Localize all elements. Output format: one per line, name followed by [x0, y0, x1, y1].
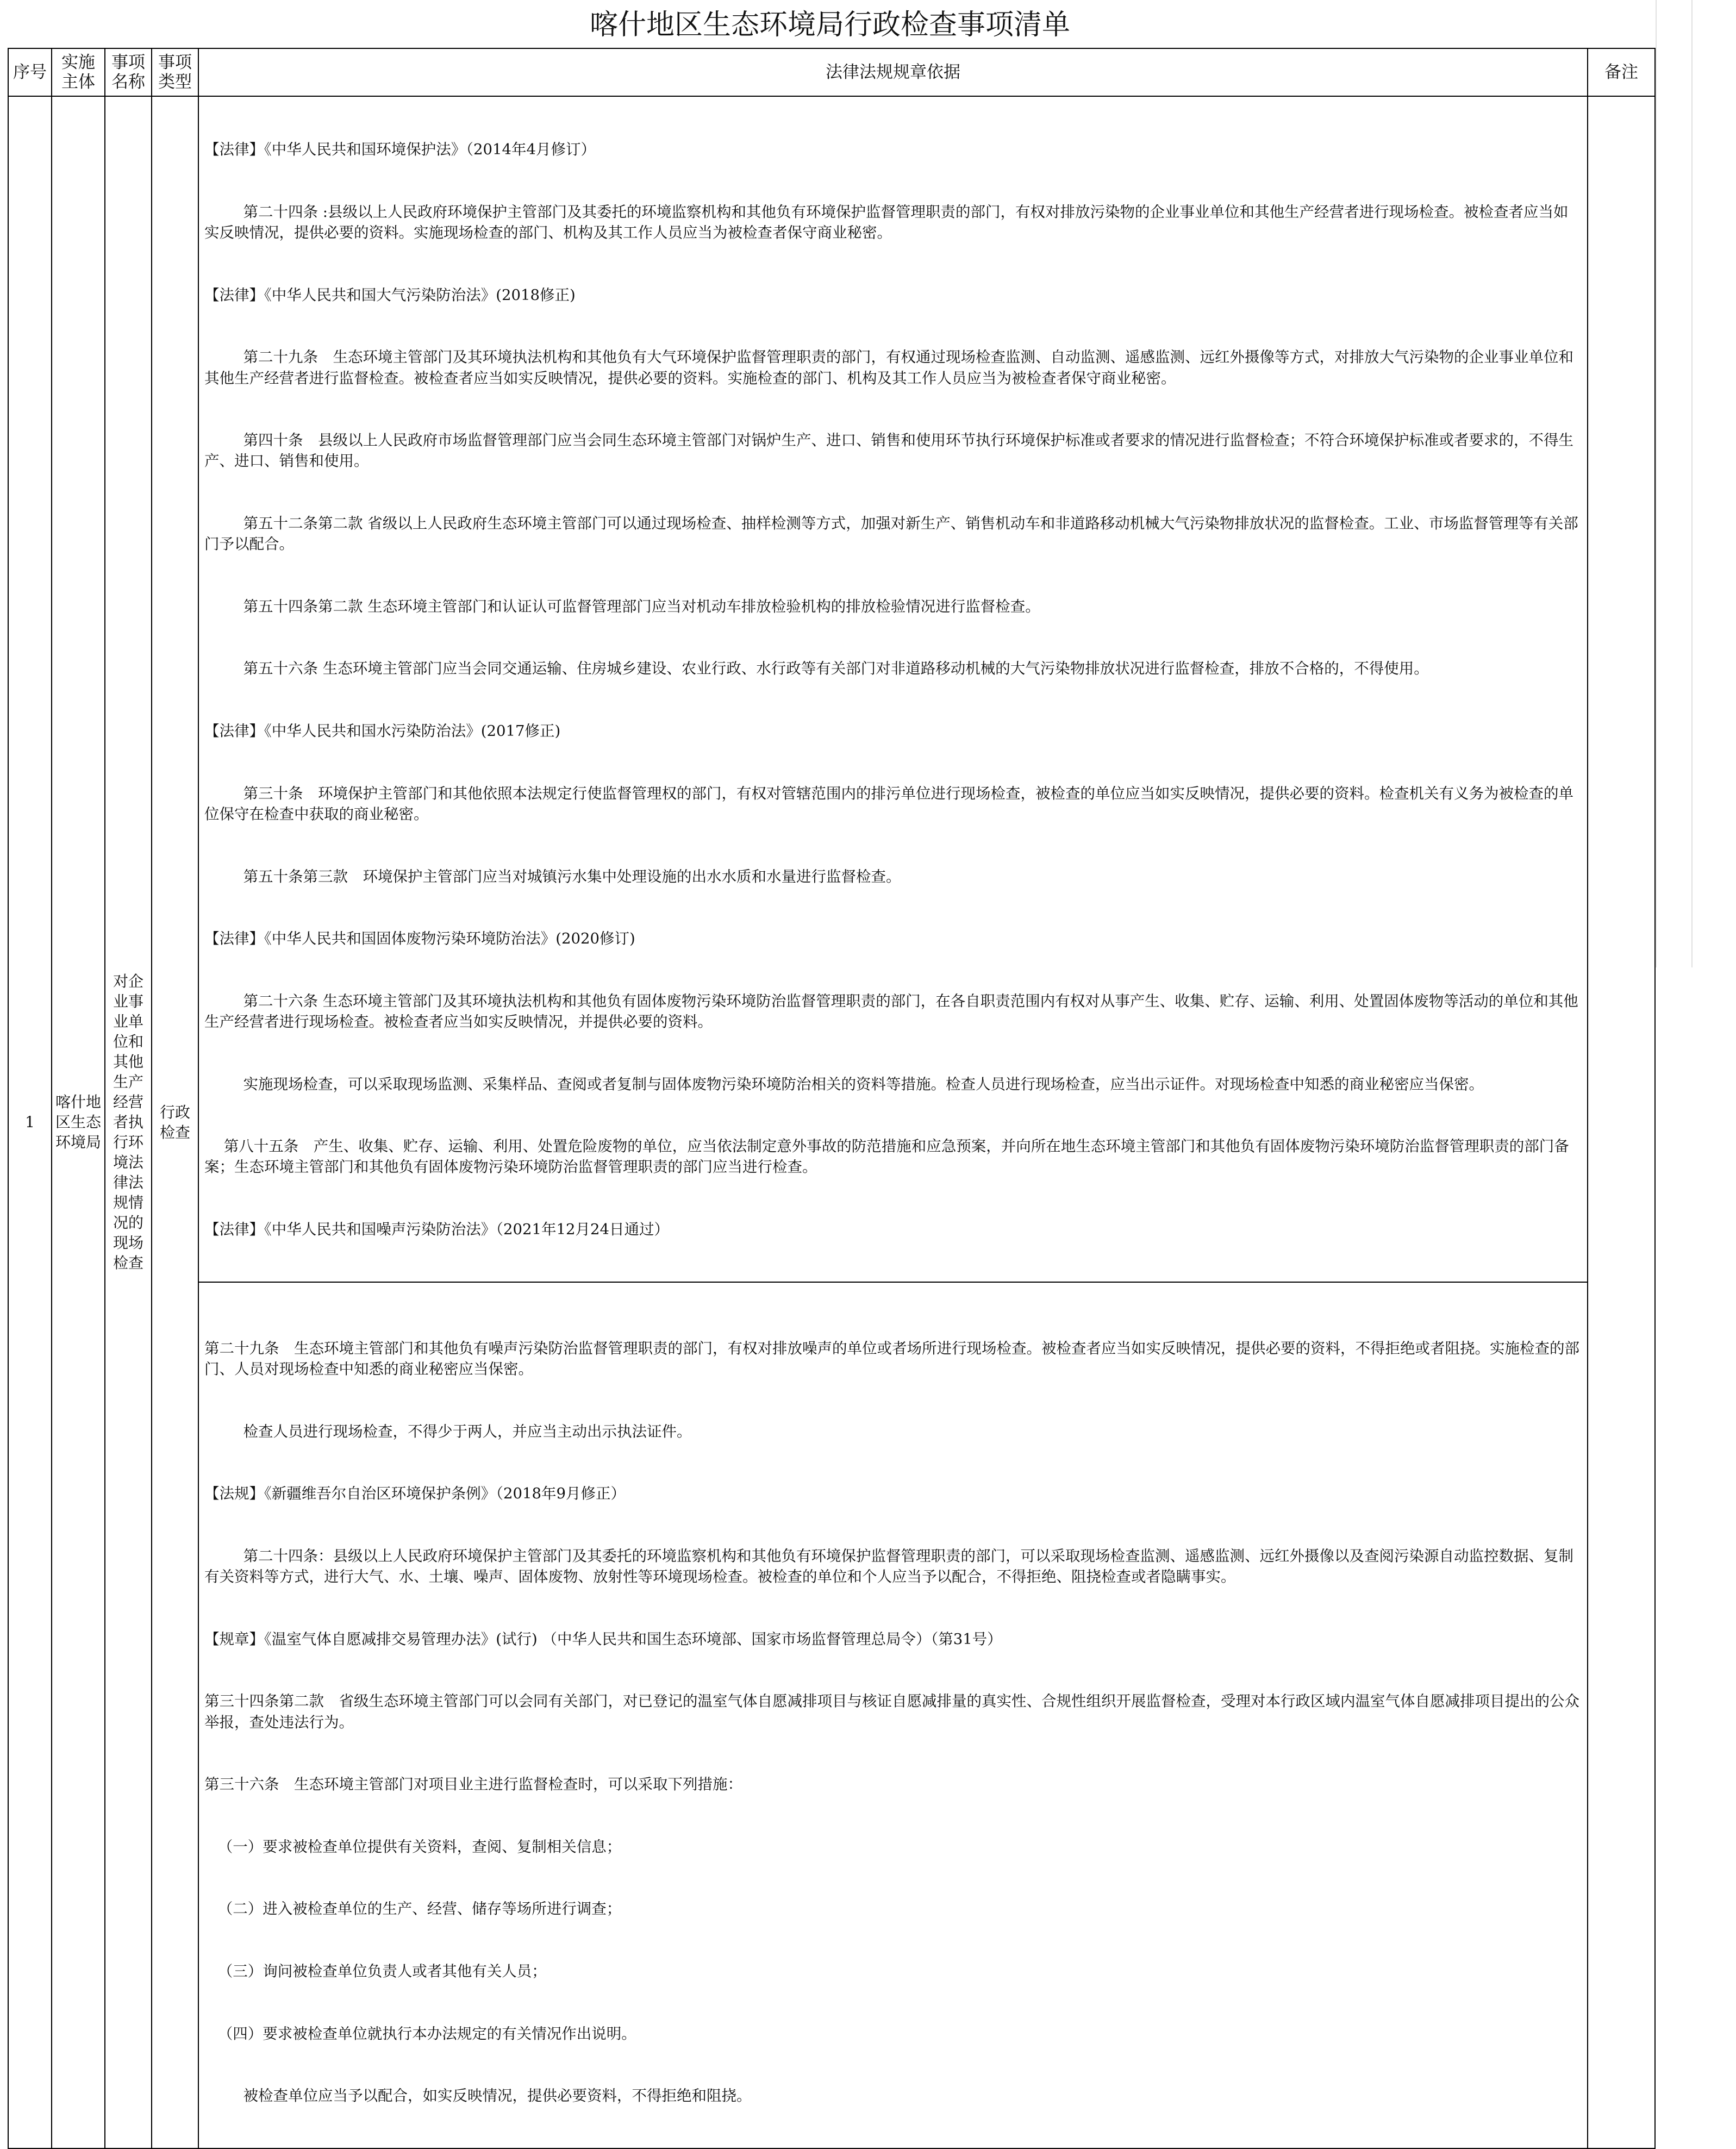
law-heading: 【法律】《中华人民共和国大气污染防治法》(2018修正): [204, 286, 576, 304]
header-remark: 备注: [1588, 48, 1655, 96]
header-item-name: 事项名称: [105, 48, 152, 96]
law-article: 第二十四条 :县级以上人民政府环境保护主管部门及其委托的环境监察机构和其他负有环境保护监督管理职责的部门，有权对排放污染物的企业事业单位和其他生产经营者进行现场检查。被检查者应当如实反映情况，提供必要的资料。实施现场检查的部门、机构及其工作人员应当为被检查者保守商业秘密。: [204, 203, 1569, 242]
law-heading: 【规章】《温室气体自愿减排交易管理办法》(试行) （中华人民共和国生态环境部、国家市场监督管理总局令）（第31号）: [204, 1630, 1002, 1648]
law-article: 被检查单位应当予以配合，如实反映情况，提供必要资料，不得拒绝和阻挠。: [243, 2087, 752, 2105]
law-list-item: （一）要求被检查单位提供有关资料，查阅、复制相关信息；: [217, 1838, 622, 1856]
law-heading: 【法律】《中华人民共和国环境保护法》（2014年4月修订）: [204, 141, 596, 159]
law-article: 第二十四条：县级以上人民政府环境保护主管部门及其委托的环境监察机构和其他负有环境保护监督管理职责的部门，可以采取现场检查监测、遥感监测、远红外摄像以及查阅污染源自动监控数据、复制有关资料等方式，进行大气、水、土壤、噪声、固体废物、放射性等环境现场检查。被检查的单位和个人应当予以配合，不得拒绝、阻挠检查或者隐瞒事实。: [204, 1547, 1573, 1586]
law-article: 实施现场检查，可以采取现场监测、采集样品、查阅或者复制与固体废物污染环境防治相关的资料等措施。检查人员进行现场检查，应当出示证件。对现场检查中知悉的商业秘密应当保密。: [243, 1075, 1484, 1093]
law-heading: 【法律】《中华人民共和国噪声污染防治法》（2021年12月24日通过）: [204, 1220, 669, 1238]
row-item-type: 行政检查: [152, 96, 198, 2148]
law-article: 第四十条 县级以上人民政府市场监督管理部门应当会同生态环境主管部门对锅炉生产、进口、销售和使用环节执行环境保护标准或者要求的情况进行监督检查；不符合环境保护标准或者要求的，不得生产、进口、销售和使用。: [204, 432, 1573, 470]
law-list-item: （二）进入被检查单位的生产、经营、储存等场所进行调查；: [217, 1900, 622, 1918]
law-list-item: （四）要求被检查单位就执行本办法规定的有关情况作出说明。: [217, 2025, 636, 2042]
header-row: [8, 48, 1655, 96]
law-heading: 【法规】《新疆维吾尔自治区环境保护条例》（2018年9月修正）: [204, 1485, 626, 1503]
law-article: 第二十六条 生态环境主管部门及其环境执法机构和其他负有固体废物污染环境防治监督管理职责的部门，在各自职责范围内有权对从事产生、收集、贮存、运输、利用、处置固体废物等活动的单位和其他生产经营者进行现场检查。被检查者应当如实反映情况，并提供必要的资料。: [204, 992, 1578, 1030]
law-article: 第五十条第三款 环境保护主管部门应当对城镇污水集中处理设施的出水水质和水量进行监督检查。: [243, 867, 901, 885]
row-remark: [1588, 96, 1655, 2148]
law-article: 第二十九条 生态环境主管部门和其他负有噪声污染防治监督管理职责的部门，有权对排放噪声的单位或者场所进行现场检查。被检查者应当如实反映情况，提供必要的资料，不得拒绝或者阻挠。实施检查的部门、人员对现场检查中知悉的商业秘密应当保密。: [204, 1339, 1579, 1378]
inspection-table: [8, 48, 1656, 2149]
row-subject: 喀什地区生态环境局: [52, 96, 105, 2148]
page-title: 喀什地区生态环境局行政检查事项清单: [589, 9, 1070, 41]
law-article: 第五十四条第二款 生态环境主管部门和认证认可监督管理部门应当对机动车排放检验机构的排放检验情况进行监督检查。: [243, 597, 1040, 615]
gridline: [1656, 0, 1657, 967]
law-article: 检查人员进行现场检查，不得少于两人，并应当主动出示执法证件。: [243, 1422, 692, 1440]
law-heading: 【法律】《中华人民共和国固体废物污染环境防治法》(2020修订): [204, 930, 635, 948]
law-heading: 【法律】《中华人民共和国水污染防治法》(2017修正): [204, 722, 561, 740]
table-row: [8, 1282, 1655, 2148]
row-item-name: 对企业事业单位和其他生产经营者执行环境法律法规情况的现场检查: [105, 96, 152, 2148]
law-article: 第五十二条第二款 省级以上人民政府生态环境主管部门可以通过现场检查、抽样检测等方式，加强对新生产、销售机动车和非道路移动机械大气污染物排放状况的监督检查。工业、市场监督管理等有关部门予以配合。: [204, 515, 1578, 553]
law-article: 第三十四条第二款 省级生态环境主管部门可以会同有关部门，对已登记的温室气体自愿减排项目与核证自愿减排量的真实性、合规性组织开展监督检查，受理对本行政区域内温室气体自愿减排项目提出的公众举报，查处违法行为。: [204, 1692, 1579, 1731]
header-subject: 实施主体: [52, 48, 105, 96]
header-legal-basis: 法律法规规章依据: [198, 48, 1588, 96]
header-seq: 序号: [8, 48, 52, 96]
legal-basis-cell-part1: [198, 96, 1588, 1282]
legal-basis-cell-part2: [198, 1282, 1588, 2148]
header-item-type: 事项类型: [152, 48, 198, 96]
law-list-item: （三）询问被检查单位负责人或者其他有关人员；: [217, 1963, 547, 1981]
law-article: 第五十六条 生态环境主管部门应当会同交通运输、住房城乡建设、农业行政、水行政等有关部门对非道路移动机械的大气污染物排放状况进行监督检查，排放不合格的，不得使用。: [243, 660, 1429, 678]
law-article: 第二十九条 生态环境主管部门及其环境执法机构和其他负有大气环境保护监督管理职责的部门，有权通过现场检查监测、自动监测、遥感监测、远红外摄像等方式，对排放大气污染物的企业事业单位和其他生产经营者进行监督检查。被检查者应当如实反映情况，提供必要的资料。实施检查的部门、机构及其工作人员应当为被检查者保守商业秘密。: [204, 348, 1573, 387]
law-article: 第八十五条 产生、收集、贮存、运输、利用、处置危险废物的单位，应当依法制定意外事故的防范措施和应急预案，并向所在地生态环境主管部门和其他负有固体废物污染环境防治监督管理职责的部门备案；生态环境主管部门和其他负有固体废物污染环境防治监督管理职责的部门应当进行检查。: [204, 1138, 1569, 1176]
row-seq: 1: [8, 96, 52, 2148]
gridline: [1691, 0, 1693, 967]
law-article: 第三十条 环境保护主管部门和其他依照本法规定行使监督管理权的部门，有权对管辖范围内的排污单位进行现场检查，被检查的单位应当如实反映情况，提供必要的资料。检查机关有义务为被检查的单位保守在检查中获取的商业秘密。: [204, 784, 1573, 823]
table-row: [8, 96, 1655, 1282]
law-article: 第三十六条 生态环境主管部门对项目业主进行监督检查时，可以采取下列措施：: [204, 1776, 742, 1794]
